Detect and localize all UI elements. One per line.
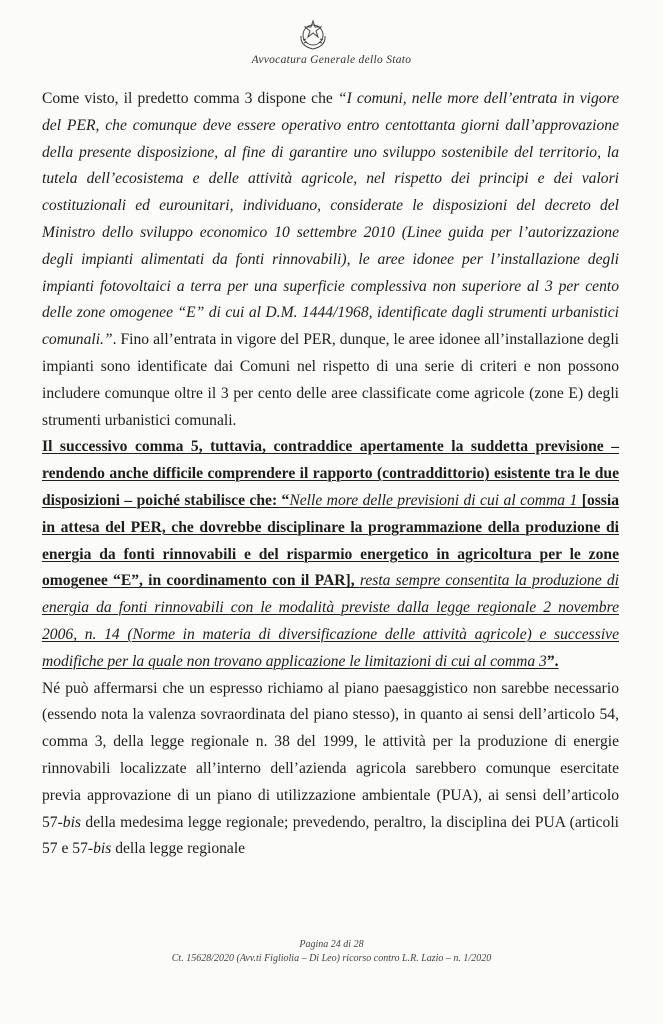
paragraph-3-part-3: della legge regionale bbox=[111, 840, 246, 858]
paragraph-3-part-1: Né può affermarsi che un espresso richiamo al piano paesaggistico non sarebbe necessario (essendo nota la valenza sovraordinata del piano stesso), in quanto ai sensi dell’articolo 54, comma 3, della legge regionale n. 38 del 1999, le attività per la produzione di energie rinnovabili localizzate all’interno dell’azienda agricola sarebbero comunque esercitate previa approvazione di un piano di utilizzazione ambientale (PUA), ai sensi dell’articolo 57- bbox=[42, 679, 619, 831]
paragraph-3-part-2: della medesima legge regionale; prevedendo, peraltro, la disciplina dei PUA (articoli 57 e 57- bbox=[42, 813, 619, 858]
case-reference: Ct. 15628/2020 (Avv.ti Figliolia – Di Leo) ricorso contro L.R. Lazio – n. 1/2020 bbox=[171, 953, 492, 964]
state-emblem-icon bbox=[296, 18, 330, 52]
paragraph-2-italic-2: resta sempre consentita la produzione di energia da fonti rinnovabili con le modalità previste dalla legge regionale 2 novembre 2006, n. 14 (Norme in materia di diversificazione delle attività agricole) e successive modifiche per la quale non trovano applicazione le limitazioni di cui al comma 3 bbox=[42, 572, 619, 670]
paragraph-2-close: ”. bbox=[546, 652, 559, 670]
paragraph-2-bold-2: [ossia in attesa del PER, che dovrebbe disciplinare la programmazione della produzione di energia da fonti rinnovabili e del risparmio energetico in agricoltura per le zone omogenee “E”, in coordinamento con il PAR], bbox=[42, 491, 620, 590]
paragraph-2-italic-1: Nelle more delle previsioni di cui al comma 1 bbox=[289, 491, 578, 509]
page-number: Pagina 24 di 28 bbox=[299, 939, 364, 950]
paragraph-1 bbox=[42, 86, 619, 434]
office-header: Avvocatura Generale dello Stato bbox=[251, 54, 412, 66]
paragraph-3-bis-2: bis bbox=[93, 840, 112, 858]
document-body bbox=[42, 86, 619, 863]
paragraph-1-rest: . Fino all’entrata in vigore del PER, dunque, le aree idonee all’installazione degli impianti sono identificate dai Comuni nel rispetto di una serie di criteri e non possono includere comunque oltre il 3 per cento delle aree classificate come agricole (zone E) degli strumenti urbanistici comunali. bbox=[42, 331, 619, 429]
paragraph-2-emphasis bbox=[42, 438, 619, 669]
paragraph-3 bbox=[42, 676, 619, 864]
paragraph-2 bbox=[42, 434, 619, 675]
paragraph-2-bold-1: Il successivo comma 5, tuttavia, contraddice apertamente la suddetta previsione – rendendo anche difficile comprendere il rapporto (contraddittorio) esistente tra le due disposizioni – poiché stabilisce che: “ bbox=[42, 438, 619, 509]
paragraph-1-intro: Come visto, il predetto comma 3 dispone che bbox=[42, 90, 338, 107]
paragraph-3-bis-1: bis bbox=[62, 813, 81, 831]
paragraph-1-quote: “I comuni, nelle more dell’entrata in vigore del PER, che comunque deve essere operativo entro centottanta giorni dall’approvazione della presente disposizione, al fine di garantire uno sviluppo sostenibile del territorio, la tutela dell’ecosistema e delle attività agricole, nel rispetto dei principi e dei valori costituzionali ed eurounitari, individuano, considerate le disposizioni del decreto del Ministro dello sviluppo economico 10 settembre 2010 (Linee guida per l’autorizzazione degli impianti alimentati da fonti rinnovabili), le aree idonee per l’installazione degli impianti fotovoltaici a terra per una superficie complessiva non superiore al 3 per cento delle zone omogenee “E” di cui al D.M. 1444/1968, identificate dagli strumenti urbanistici comunali.” bbox=[42, 90, 620, 349]
page-footer bbox=[0, 938, 663, 966]
